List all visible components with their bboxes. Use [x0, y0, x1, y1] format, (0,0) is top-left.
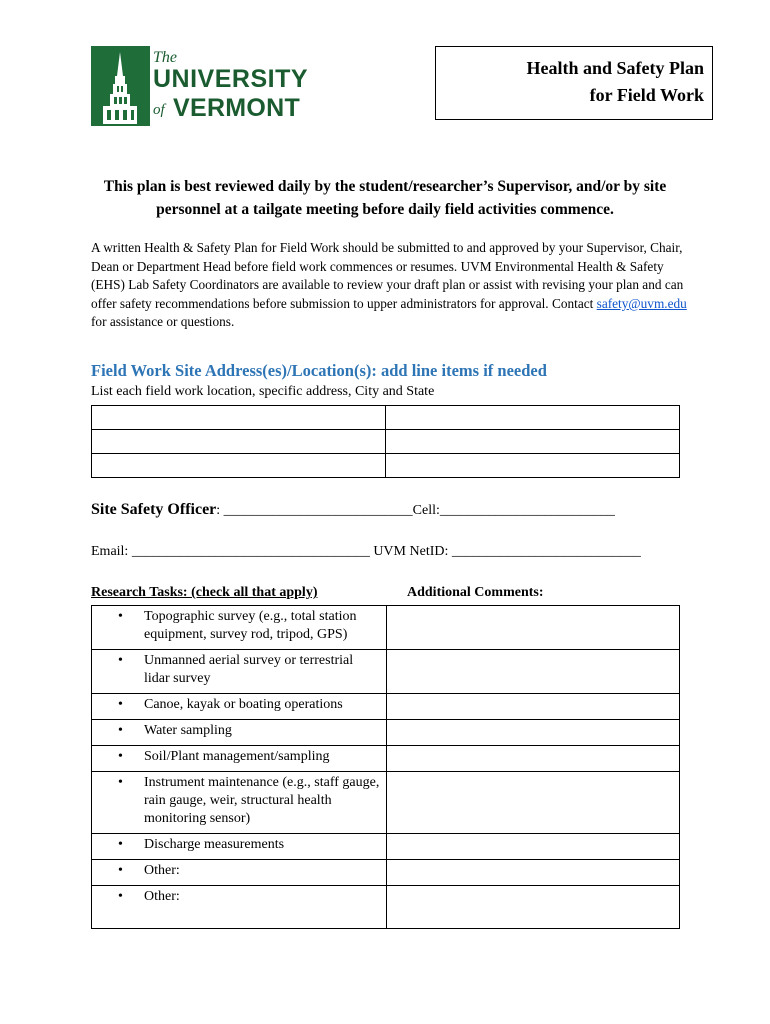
- comment-cell[interactable]: [387, 694, 680, 720]
- uvm-logo-mark: [91, 46, 150, 126]
- intro-tail: for assistance or questions.: [91, 314, 235, 330]
- email-netid-line[interactable]: Email: __________________________________ UVM NetID: ___________________________: [91, 544, 641, 559]
- title-line-1: Health and Safety Plan: [526, 58, 704, 78]
- comment-cell[interactable]: [387, 886, 680, 929]
- location-cell[interactable]: [92, 430, 386, 454]
- uvm-wordmark: [153, 49, 313, 122]
- bullet-icon: •: [118, 723, 123, 738]
- bullet-icon: •: [118, 889, 123, 904]
- task-label: Instrument maintenance (e.g., staff gauge, rain gauge, weir, structural health monitoring sensor): [144, 775, 380, 826]
- officer-field[interactable]: : ___________________________: [216, 503, 413, 518]
- comment-cell[interactable]: [387, 720, 680, 746]
- task-label: Canoe, kayak or boating operations: [144, 697, 343, 712]
- logo-of: of: [153, 102, 165, 118]
- task-item[interactable]: [92, 720, 386, 742]
- table-row: [92, 606, 680, 650]
- tower-icon: [91, 46, 150, 126]
- table-row: [92, 650, 680, 694]
- bullet-icon: •: [118, 775, 123, 790]
- officer-label: Site Safety Officer: [91, 501, 217, 518]
- research-tasks-table: [91, 605, 680, 929]
- comment-cell[interactable]: [387, 746, 680, 772]
- task-label: Other:: [144, 863, 180, 878]
- table-row: [92, 406, 680, 430]
- bullet-icon: •: [118, 749, 123, 764]
- bullet-icon: •: [118, 653, 123, 668]
- location-cell[interactable]: [386, 454, 680, 478]
- title-line-2: for Field Work: [589, 85, 704, 105]
- table-row: [92, 746, 680, 772]
- table-row: [92, 834, 680, 860]
- bullet-icon: •: [118, 609, 123, 624]
- bullet-icon: •: [118, 837, 123, 852]
- location-cell[interactable]: [92, 454, 386, 478]
- comment-cell[interactable]: [387, 860, 680, 886]
- comment-cell[interactable]: [387, 606, 680, 650]
- logo-university: UNIVERSITY: [153, 65, 309, 93]
- task-item[interactable]: [92, 834, 386, 856]
- task-label: Discharge measurements: [144, 837, 285, 852]
- task-item[interactable]: [92, 860, 386, 882]
- task-label: Topographic survey (e.g., total station equipment, survey rod, tripod, GPS): [144, 609, 357, 642]
- task-label: Water sampling: [144, 723, 232, 738]
- intro-paragraph: [91, 239, 691, 332]
- location-cell[interactable]: [92, 406, 386, 430]
- table-row: [92, 720, 680, 746]
- task-item[interactable]: [92, 694, 386, 716]
- review-notice: This plan is best reviewed daily by the student/researcher’s Supervisor, and/or by site personnel at a tailgate meeting before daily field activities commence.: [103, 178, 667, 218]
- locations-subheading: List each field work location, specific address, City and State: [91, 384, 435, 399]
- task-label: Other:: [144, 889, 180, 904]
- intro-text: A written Health & Safety Plan for Field Work should be submitted to and approved by your Supervisor, Chair, Dean or Department Head before field work commences or resumes. UVM Environmental Health & Safety (EHS) Lab Safety Coordinators are available to review your draft plan or assist with revising your plan and can offer safety recommendations before submission to upper administrators for approval. Contact: [91, 240, 684, 311]
- table-row: [92, 886, 680, 929]
- bullet-icon: •: [118, 863, 123, 878]
- location-cell[interactable]: [386, 406, 680, 430]
- comment-cell[interactable]: [387, 650, 680, 694]
- logo-the: The: [153, 49, 177, 66]
- task-item[interactable]: [92, 746, 386, 768]
- comment-cell[interactable]: [387, 834, 680, 860]
- document-title: [435, 46, 713, 120]
- contact-email-link[interactable]: safety@uvm.edu: [596, 295, 687, 311]
- logo-vermont: VERMONT: [173, 94, 301, 122]
- comment-cell[interactable]: [387, 772, 680, 834]
- table-row: [92, 430, 680, 454]
- locations-table: [91, 405, 680, 478]
- table-row: [92, 694, 680, 720]
- location-cell[interactable]: [386, 430, 680, 454]
- task-item[interactable]: [92, 772, 386, 830]
- task-item[interactable]: [92, 606, 386, 646]
- task-item[interactable]: [92, 650, 386, 690]
- additional-comments-heading: Additional Comments:: [407, 585, 544, 600]
- bullet-icon: •: [118, 697, 123, 712]
- table-row: [92, 454, 680, 478]
- task-item[interactable]: [92, 886, 386, 908]
- cell-field[interactable]: Cell:_________________________: [412, 503, 615, 518]
- locations-heading: Field Work Site Address(es)/Location(s): add line items if needed: [91, 361, 547, 380]
- task-label: Unmanned aerial survey or terrestrial lidar survey: [144, 653, 354, 686]
- table-row: [92, 860, 680, 886]
- site-safety-officer-line[interactable]: [91, 501, 615, 519]
- research-tasks-heading: Research Tasks: (check all that apply): [91, 585, 318, 600]
- table-row: [92, 772, 680, 834]
- task-label: Soil/Plant management/sampling: [144, 749, 330, 764]
